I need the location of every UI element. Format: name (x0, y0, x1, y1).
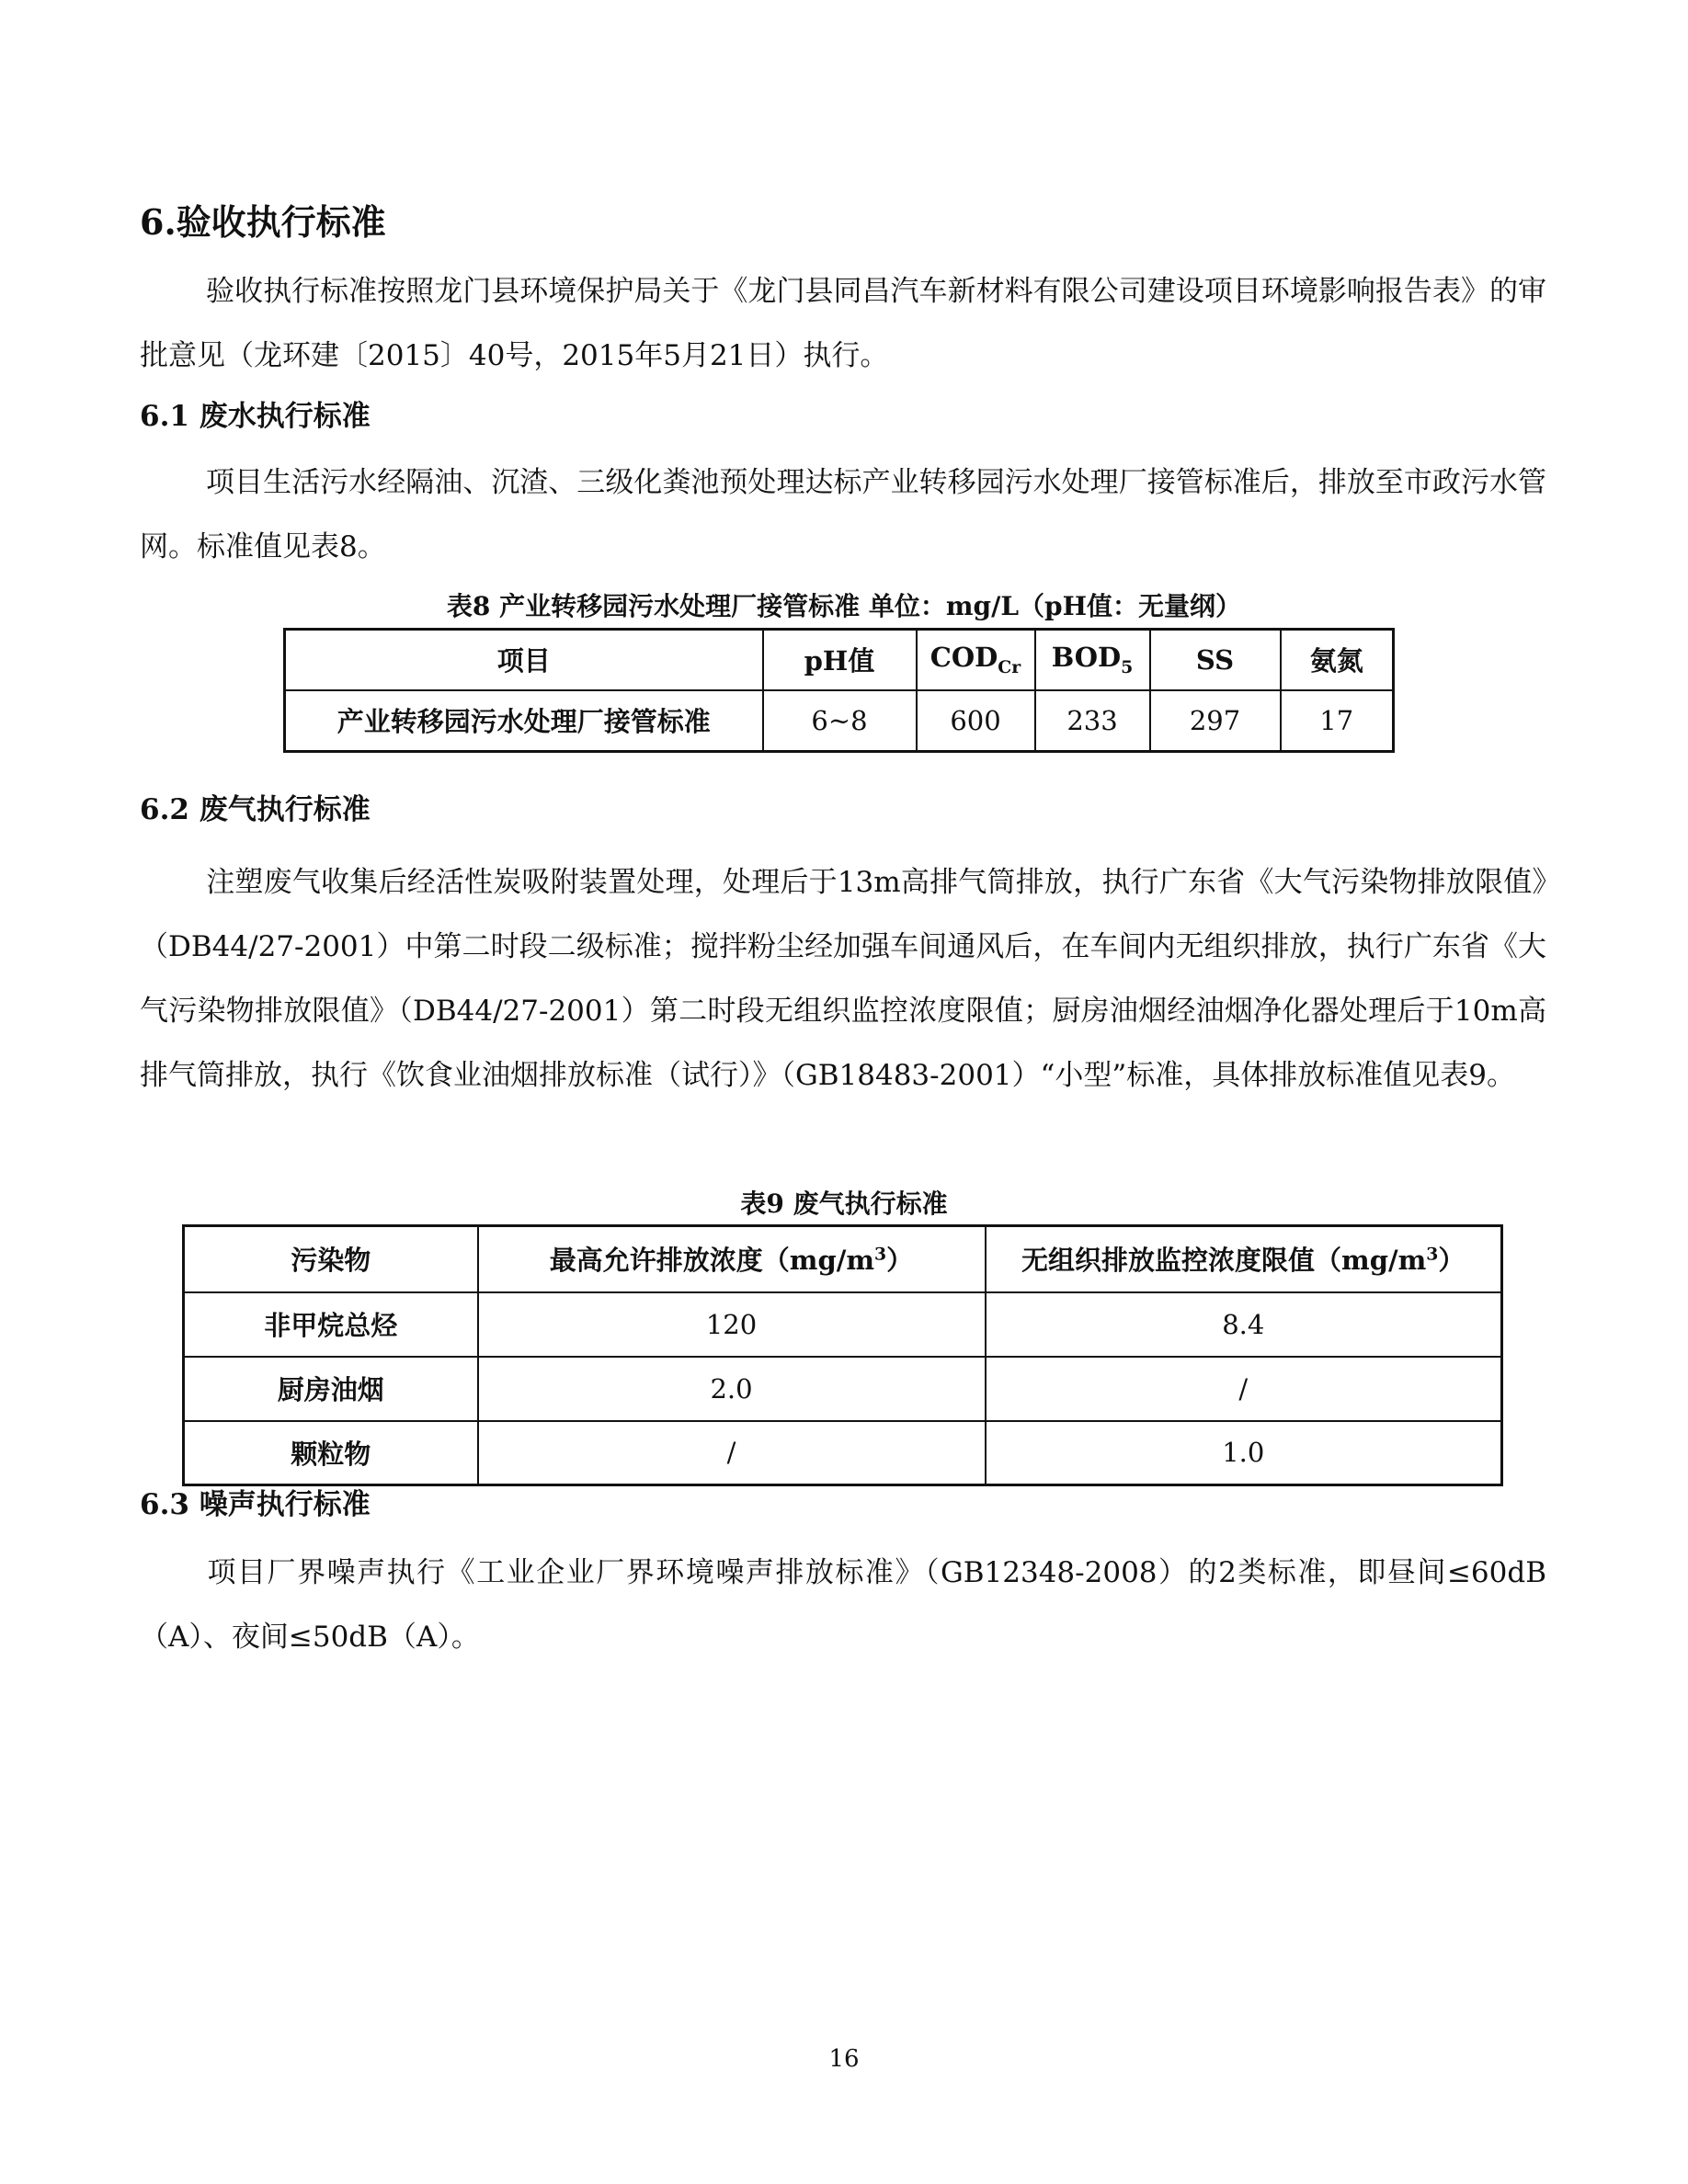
page-number: 16 (828, 2045, 860, 2073)
section-6-2-heading: 6.2 废气执行标准 (140, 793, 371, 826)
table-9-cell-fugitive: 8.4 (986, 1292, 1502, 1357)
table-9-header-pollutant: 污染物 (184, 1226, 478, 1292)
table-9-row (184, 1357, 1502, 1421)
table-9-cell-max-conc: / (478, 1421, 986, 1485)
table-9-cell-max-conc: 120 (478, 1292, 986, 1357)
cod-subscript: Cr (998, 657, 1021, 678)
table-8-header-ph: pH值 (763, 630, 917, 690)
table-8-cell-nh3: 17 (1281, 690, 1394, 752)
table-9-cell-fugitive: 1.0 (986, 1421, 1502, 1485)
table-8-header-bod (1035, 630, 1150, 690)
fugitive-close: ） (1438, 1245, 1466, 1277)
table-9-cell-pollutant: 颗粒物 (184, 1421, 478, 1485)
max-conc-close: ） (886, 1245, 914, 1277)
section-6-3-heading: 6.3 噪声执行标准 (140, 1488, 371, 1521)
table-8-cell-bod: 233 (1035, 690, 1150, 752)
table-9-cell-max-conc: 2.0 (478, 1357, 986, 1421)
section-6-1-text: 项目生活污水经隔油、沉渣、三级化粪池预处理达标产业转移园污水处理厂接管标准后，排放至市政污水管网。标准值见表8。 (140, 466, 1546, 563)
section-6-2-text: 注塑废气收集后经活性炭吸附装置处理，处理后于13m高排气筒排放，执行广东省《大气污染物排放限值》（DB44/27-2001）中第二时段二级标准；搅拌粉尘经加强车间通风后，在车间内无组织排放，执行广东省《大气污染物排放限值》（DB44/27-2001）第二时段无组织监控浓度限值；厨房油烟经油烟净化器处理后于10m高排气筒排放，执行《饮食业油烟排放标准（试行）》（GB18483-2001）“小型”标准，具体排放标准值见表9。 (140, 866, 1546, 1092)
fugitive-superscript: 3 (1426, 1244, 1439, 1265)
table-9-row (184, 1292, 1502, 1357)
table-9-header-row (184, 1226, 1502, 1292)
cod-label: COD (930, 642, 998, 674)
table-8-cell-ph: 6~8 (763, 690, 917, 752)
table-8-cell-cod: 600 (917, 690, 1035, 752)
table-8-cell-ss: 297 (1150, 690, 1281, 752)
table-9 (182, 1224, 1503, 1486)
table-8-row (285, 690, 1394, 752)
section-6-3-paragraph (140, 1541, 1546, 1669)
section-6-1-paragraph (140, 450, 1546, 579)
section-6-1-heading: 6.1 废水执行标准 (140, 400, 371, 433)
table-9-cell-pollutant: 非甲烷总烃 (184, 1292, 478, 1357)
table-8-caption: 表8 产业转移园污水处理厂接管标准 单位：mg/L（pH值：无量纲） (446, 591, 1242, 621)
table-9-cell-fugitive: / (986, 1357, 1502, 1421)
max-conc-label: 最高允许排放浓度（mg/m (549, 1245, 875, 1277)
table-9-caption: 表9 废气执行标准 (740, 1189, 948, 1219)
table-8-header-item: 项目 (285, 630, 763, 690)
table-8-header-row (285, 630, 1394, 690)
table-9-row (184, 1421, 1502, 1485)
table-8-header-ss: SS (1150, 630, 1281, 690)
table-9-header-fugitive (986, 1226, 1502, 1292)
fugitive-label: 无组织排放监控浓度限值（mg/m (1021, 1245, 1427, 1277)
bod-label: BOD (1051, 642, 1122, 674)
table-8-header-nh3: 氨氮 (1281, 630, 1394, 690)
table-9-cell-pollutant: 厨房油烟 (184, 1357, 478, 1421)
section-6-3-text: 项目厂界噪声执行《工业企业厂界环境噪声排放标准》（GB12348-2008）的2类标准，即昼间≤60dB（A）、夜间≤50dB（A）。 (140, 1556, 1546, 1654)
bod-subscript: 5 (1121, 657, 1134, 678)
section-6-heading: 6.验收执行标准 (140, 201, 386, 243)
table-8 (283, 628, 1395, 753)
table-8-header-cod (917, 630, 1035, 690)
section-6-intro-text: 验收执行标准按照龙门县环境保护局关于《龙门县同昌汽车新材料有限公司建设项目环境影响报告表》的审批意见（龙环建〔2015〕40号，2015年5月21日）执行。 (140, 275, 1546, 372)
table-8-row-label: 产业转移园污水处理厂接管标准 (285, 690, 763, 752)
max-conc-superscript: 3 (874, 1244, 887, 1265)
table-9-header-max-conc (478, 1226, 986, 1292)
section-6-2-paragraph (140, 850, 1546, 1108)
section-6-intro (140, 259, 1546, 388)
